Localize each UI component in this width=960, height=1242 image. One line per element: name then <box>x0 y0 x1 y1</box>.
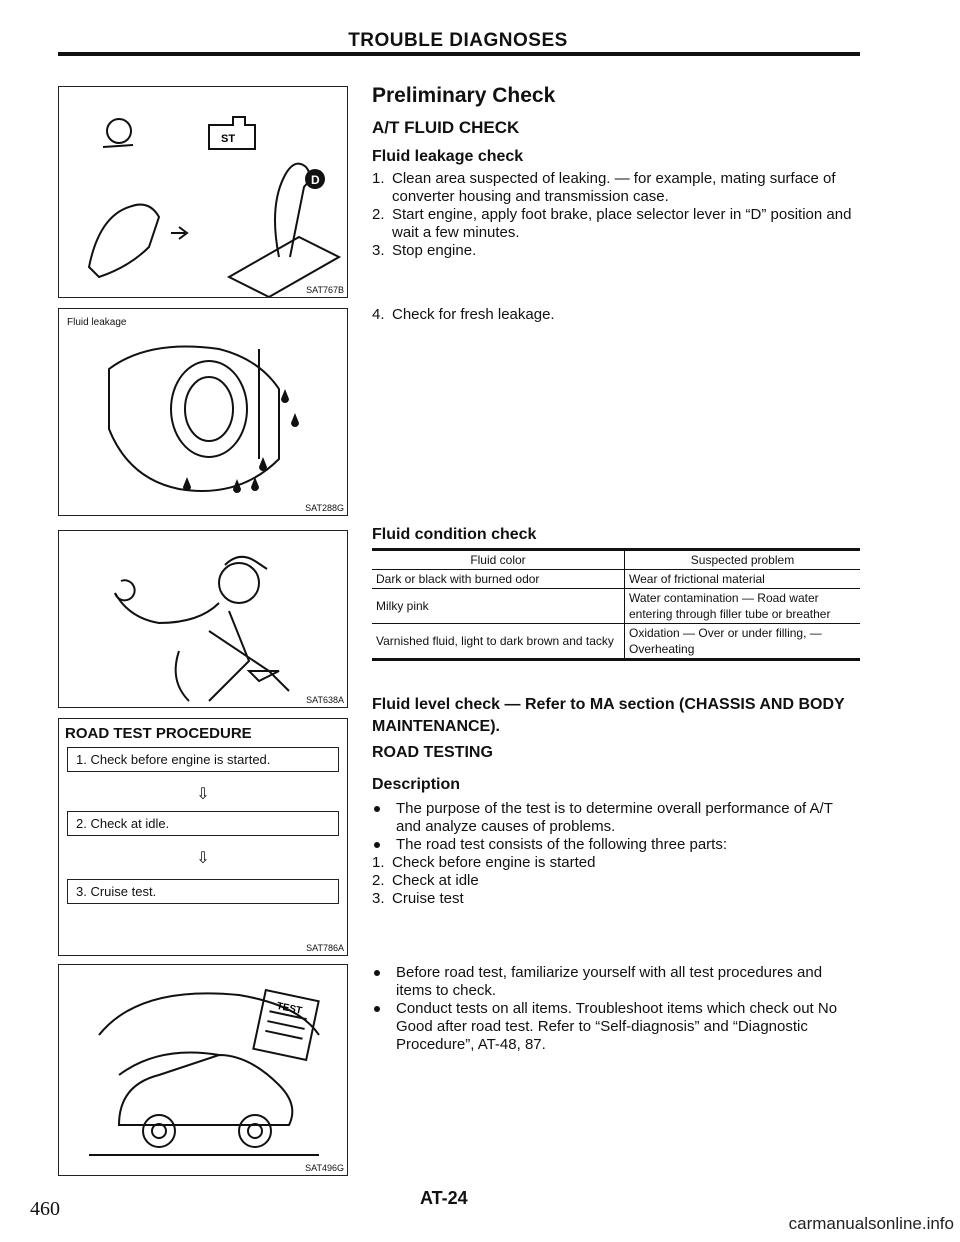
watermark-text: carmanualsonline.info <box>788 1214 954 1233</box>
subsection-title-fluid-check: A/T FLUID CHECK <box>372 118 520 137</box>
header-rule <box>58 52 860 56</box>
start-icon-label: ST <box>221 133 236 145</box>
car-road-test-illustration <box>59 965 347 1175</box>
page-number: 460 <box>30 1198 60 1220</box>
drive-badge-label: D <box>311 173 320 187</box>
table-header-cell: Suspected problem <box>625 551 861 570</box>
list-item: Conduct tests on all items. Troubleshoot items which check out No Good after road test. Refer to “Self-diagnosis” and “Diagnostic Procedure”, AT-48, 87. <box>372 1000 860 1054</box>
list-item: 3. Stop engine. <box>372 242 477 259</box>
section-title-preliminary-check: Preliminary Check <box>372 84 556 107</box>
down-arrow-icon: ⇩ <box>196 850 210 867</box>
table-cell: Dark or black with burned odor <box>372 570 625 589</box>
leakage-steps <box>372 170 860 260</box>
selector-lever-illustration <box>59 87 347 297</box>
page-code: AT-24 <box>420 1188 468 1208</box>
list-item: Before road test, familiarize yourself with all test procedures and items to check. <box>372 964 860 1000</box>
mechanic-illustration <box>59 531 347 707</box>
figure-label: Fluid leakage <box>67 317 127 328</box>
heading-description: Description <box>372 776 461 793</box>
table-header-row <box>372 551 860 570</box>
table-row <box>372 624 860 660</box>
table-cell: Varnished fluid, light to dark brown and tacky <box>372 624 625 660</box>
checklist-label: TEST <box>275 1000 303 1017</box>
table-cell: Water contamination — Road water entering through filler tube or breather <box>625 589 861 624</box>
table-cell: Wear of frictional material <box>625 570 861 589</box>
road-test-step-1: 1. Check before engine is started. <box>67 747 339 772</box>
figure-code: SAT638A <box>306 695 344 705</box>
figure-code: SAT496G <box>305 1163 344 1173</box>
heading-fluid-level: Fluid level check — Refer to MA section (CHASSIS AND BODY MAINTENANCE). <box>372 696 845 735</box>
list-item: 4. Check for fresh leakage. <box>372 306 555 323</box>
fluid-condition-table <box>372 551 860 661</box>
figure-selector-lever <box>58 86 348 298</box>
list-item: 2. Start engine, apply foot brake, place selector lever in “D” position and wait a few minutes. <box>372 206 852 241</box>
list-item: 2. Check at idle <box>372 872 479 889</box>
down-arrow-icon: ⇩ <box>196 786 210 803</box>
figure-code: SAT288G <box>305 503 344 513</box>
road-test-notes <box>372 964 860 1054</box>
list-item: 1. Clean area suspected of leaking. — for example, mating surface of converter housing and transmission case. <box>372 170 836 205</box>
road-test-step-3: 3. Cruise test. <box>67 879 339 904</box>
bullet-icon <box>374 806 380 812</box>
bullet-icon <box>374 842 380 848</box>
description-list <box>372 800 860 908</box>
road-test-flow-title: ROAD TEST PROCEDURE <box>65 725 252 742</box>
road-test-flow-figure <box>58 718 348 956</box>
table-row <box>372 570 860 589</box>
road-test-step-2: 2. Check at idle. <box>67 811 339 836</box>
list-item: The purpose of the test is to determine overall performance of A/T and analyze causes of problems. <box>372 800 860 836</box>
table-header-cell: Fluid color <box>372 551 625 570</box>
list-item: 1. Check before engine is started <box>372 854 596 871</box>
table-cell: Milky pink <box>372 589 625 624</box>
bullet-icon <box>374 970 380 976</box>
fluid-condition-table-wrap <box>372 548 860 661</box>
section-title-road-testing: ROAD TESTING <box>372 744 493 761</box>
table-cell: Oxidation — Over or under filling, — Overheating <box>625 624 861 660</box>
list-item: The road test consists of the following three parts: <box>372 836 860 854</box>
heading-fluid-leakage: Fluid leakage check <box>372 148 524 165</box>
figure-fluid-leakage <box>58 308 348 516</box>
figure-code: SAT767B <box>306 285 344 295</box>
figure-mechanic <box>58 530 348 708</box>
list-item: 3. Cruise test <box>372 890 464 907</box>
figure-car-road-test <box>58 964 348 1176</box>
heading-fluid-condition: Fluid condition check <box>372 526 537 543</box>
transmission-leak-illustration <box>59 309 347 515</box>
figure-code: SAT786A <box>306 943 344 953</box>
bullet-icon <box>374 1006 380 1012</box>
table-row <box>372 589 860 624</box>
page-title: TROUBLE DIAGNOSES <box>348 30 568 51</box>
